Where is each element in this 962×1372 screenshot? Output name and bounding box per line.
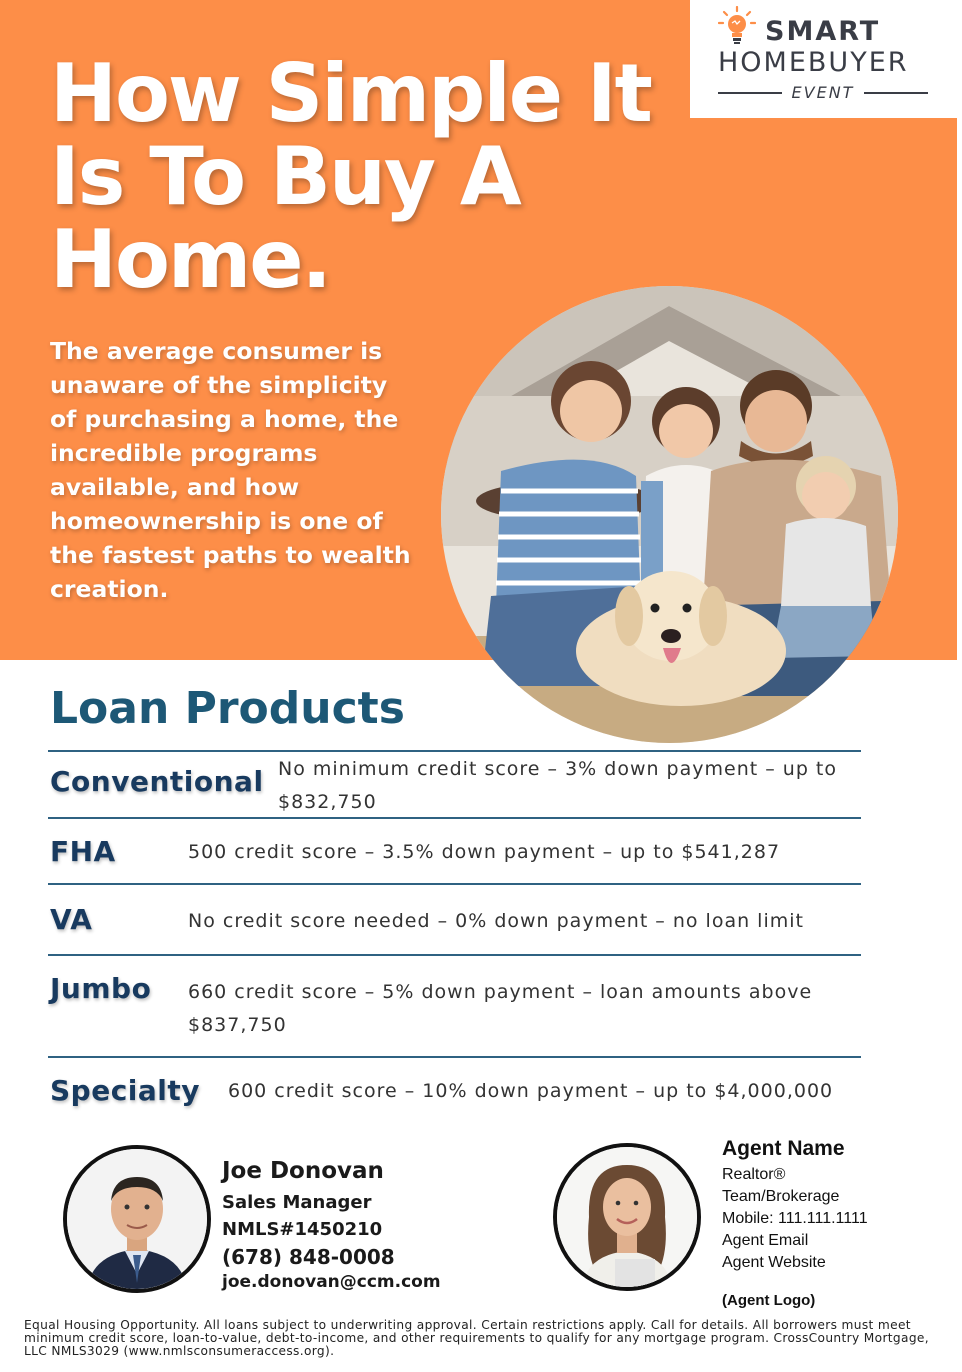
loan-desc-conventional: No minimum credit score – 3% down payment – up to $832,750 — [278, 758, 837, 813]
logo-event-row — [718, 83, 928, 102]
loan-officer-phone: (678) 848-0008 — [222, 1245, 395, 1269]
logo-word-smart: SMART — [765, 16, 881, 47]
logo-word-event: EVENT — [791, 83, 855, 102]
agent-email[interactable]: Agent Email — [722, 1232, 809, 1249]
agent-mobile: Mobile: 111.111.1111 — [722, 1210, 868, 1227]
agent-logo-placeholder: (Agent Logo) — [722, 1292, 816, 1309]
loan-officer-nmls: NMLS#1450210 — [222, 1219, 383, 1240]
loan-rule-4 — [48, 1056, 861, 1058]
loan-name-va: VA — [50, 903, 93, 936]
logo-divider-right — [864, 92, 928, 94]
lightbulb-icon — [718, 6, 756, 46]
loan-rule-1 — [48, 817, 861, 819]
loan-desc-va: No credit score needed – 0% down payment – no loan limit — [188, 910, 804, 932]
loan-name-conventional: Conventional — [50, 765, 264, 798]
loan-rule-top — [48, 750, 861, 752]
agent-portrait — [557, 1147, 697, 1287]
family-photo — [441, 286, 898, 743]
agent-title: Realtor® — [722, 1166, 786, 1183]
logo-word-homebuyer: HOMEBUYER — [718, 47, 909, 78]
loan-officer-email[interactable]: joe.donovan@ccm.com — [222, 1272, 441, 1292]
page-headline: How Simple It Is To Buy A Home. — [50, 47, 651, 306]
loan-desc-fha: 500 credit score – 3.5% down payment – up to $541,287 — [188, 841, 781, 863]
agent-brokerage: Team/Brokerage — [722, 1188, 840, 1205]
loan-desc-specialty: 600 credit score – 10% down payment – up to $4,000,000 — [228, 1080, 834, 1102]
loan-name-specialty: Specialty — [50, 1074, 201, 1107]
loan-desc-jumbo: 660 credit score – 5% down payment – loan amounts above $837,750 — [188, 981, 813, 1036]
family-photo-illustration — [441, 286, 898, 743]
loan-officer-title: Sales Manager — [222, 1192, 372, 1213]
loan-name-fha: FHA — [50, 835, 116, 868]
loan-products-title: Loan Products — [50, 683, 405, 734]
agent-name: Agent Name — [722, 1137, 845, 1160]
agent-avatar — [553, 1143, 701, 1291]
loan-rule-3 — [48, 954, 861, 956]
agent-website[interactable]: Agent Website — [722, 1254, 826, 1271]
loan-officer-portrait — [67, 1149, 207, 1289]
legal-disclaimer: Equal Housing Opportunity. All loans subject to underwriting approval. Certain restrictions apply. Call for details. All borrowers must meet minimum credit score, loan-to-value, debt-to-income, and other requirements to qualify for any mortgage program. CrossCountry Mortgage, LLC NMLS3029 (www.nmlsconsumeraccess.org). — [24, 1318, 929, 1358]
loan-officer-avatar — [63, 1145, 211, 1293]
loan-rule-2 — [48, 883, 861, 885]
loan-name-jumbo: Jumbo — [50, 972, 152, 1005]
loan-officer-name: Joe Donovan — [222, 1158, 384, 1184]
intro-paragraph: The average consumer is unaware of the simplicity of purchasing a home, the incredible programs available, and how homeownership is one of the fastest paths to wealth creation. — [50, 337, 411, 603]
